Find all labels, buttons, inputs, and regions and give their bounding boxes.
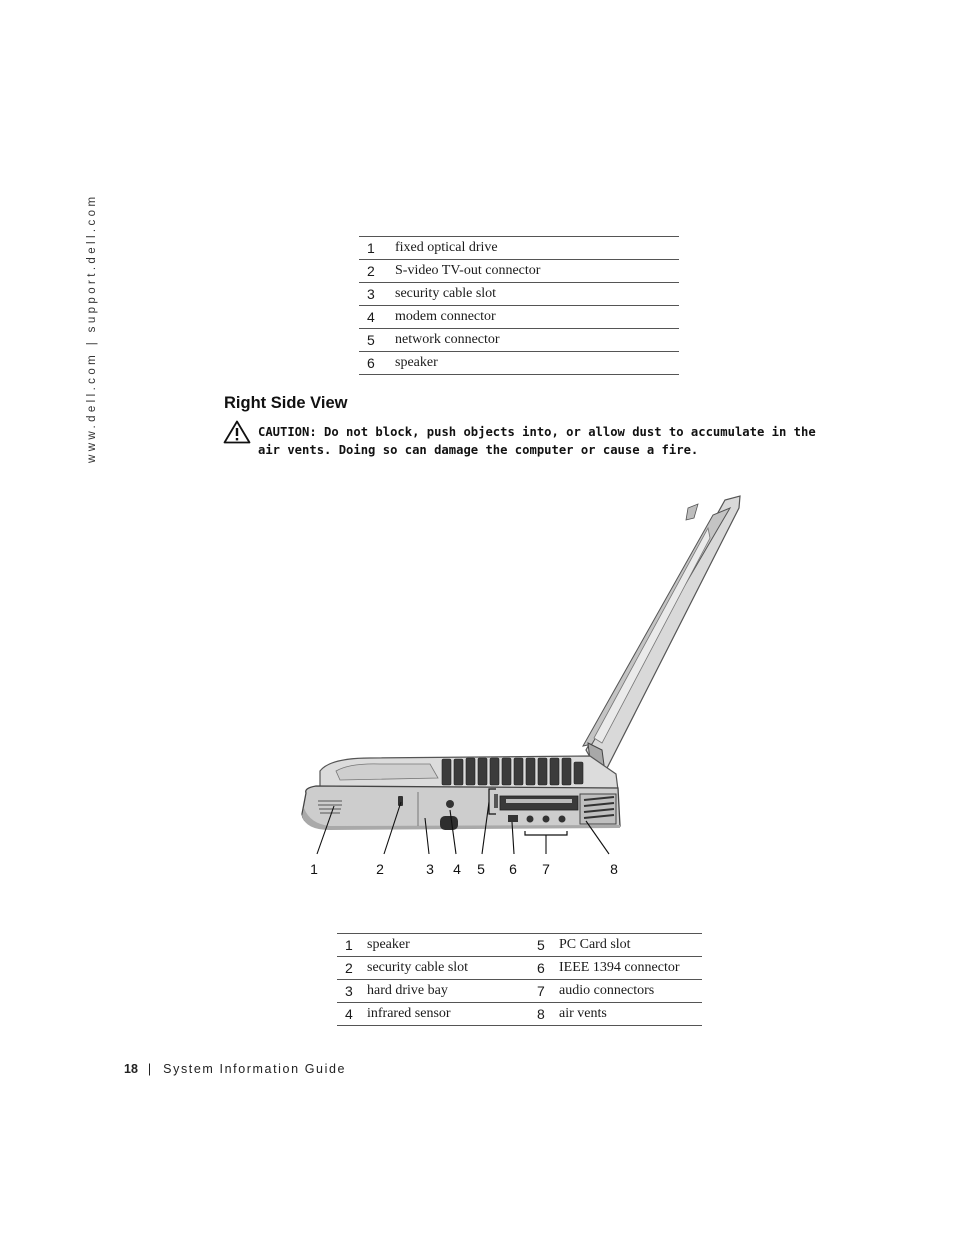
- caution-icon: [223, 420, 251, 444]
- item-label: speaker: [395, 352, 679, 375]
- bracket-audio: [525, 831, 567, 835]
- item-label: network connector: [395, 329, 679, 352]
- item-label: security cable slot: [367, 957, 529, 980]
- item-number: 3: [337, 980, 367, 1003]
- document-title: System Information Guide: [163, 1062, 347, 1076]
- item-number: 2: [337, 957, 367, 980]
- item-number: 4: [337, 1003, 367, 1026]
- table-row: [359, 329, 679, 352]
- table-row: [337, 957, 702, 980]
- item-label: fixed optical drive: [395, 237, 679, 260]
- side-url: www.dell.com | support.dell.com: [86, 193, 98, 463]
- table-row: [359, 352, 679, 375]
- callout-2: 2: [376, 861, 384, 877]
- table-row: [359, 260, 679, 283]
- caution-notice: [258, 423, 828, 459]
- item-label: audio connectors: [559, 980, 702, 1003]
- callout-4: 4: [453, 861, 461, 877]
- footer-separator: |: [147, 1062, 152, 1076]
- item-label: speaker: [367, 934, 529, 957]
- item-label: air vents: [559, 1003, 702, 1026]
- table-row: [359, 237, 679, 260]
- item-label: S-video TV-out connector: [395, 260, 679, 283]
- laptop-illustration: [302, 496, 740, 830]
- item-number: 1: [337, 934, 367, 957]
- item-label: modem connector: [395, 306, 679, 329]
- item-label: security cable slot: [395, 283, 679, 306]
- table-row: [359, 283, 679, 306]
- item-number: 5: [359, 329, 395, 352]
- item-number: 2: [359, 260, 395, 283]
- legend-table-top: [359, 236, 679, 375]
- item-number: 4: [359, 306, 395, 329]
- item-number: 6: [359, 352, 395, 375]
- callout-8: 8: [610, 861, 618, 877]
- table-row: [337, 980, 702, 1003]
- caution-body: Do not block, push objects into, or allow dust to accumulate in the air vents. Doing so can damage the computer or cause a fire.: [258, 425, 816, 457]
- caution-label: CAUTION:: [258, 425, 317, 439]
- section-heading: Right Side View: [224, 394, 348, 412]
- table-row: [337, 1003, 702, 1026]
- callout-3: 3: [426, 861, 434, 877]
- laptop-right-side-figure: [290, 488, 760, 888]
- callout-6: 6: [509, 861, 517, 877]
- item-label: hard drive bay: [367, 980, 529, 1003]
- item-label: PC Card slot: [559, 934, 702, 957]
- callout-5: 5: [477, 861, 485, 877]
- table-row: [359, 306, 679, 329]
- callout-1: 1: [310, 861, 318, 877]
- item-number: 8: [529, 1003, 559, 1026]
- page-number: 18: [124, 1062, 138, 1076]
- legend-table-bottom: [337, 933, 702, 1026]
- table-row: [337, 934, 702, 957]
- item-number: 3: [359, 283, 395, 306]
- item-number: 5: [529, 934, 559, 957]
- callout-7: 7: [542, 861, 550, 877]
- item-label: infrared sensor: [367, 1003, 529, 1026]
- page-footer: [124, 1062, 346, 1076]
- item-number: 7: [529, 980, 559, 1003]
- item-number: 1: [359, 237, 395, 260]
- item-number: 6: [529, 957, 559, 980]
- item-label: IEEE 1394 connector: [559, 957, 702, 980]
